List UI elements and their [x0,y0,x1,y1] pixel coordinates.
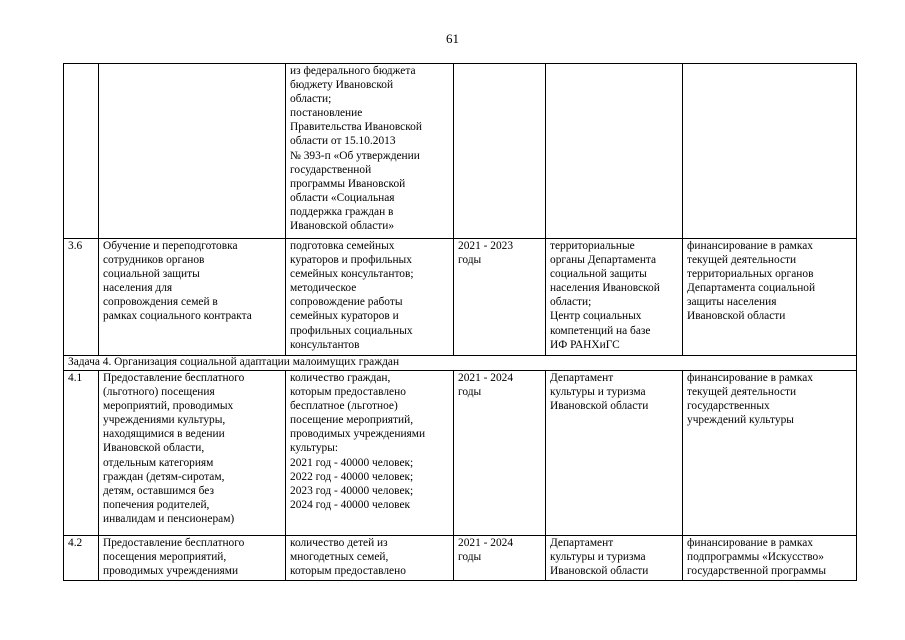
measure-name-cell: Предоставление бесплатного посещения мероприятий, проводимых учреждениями [99,536,286,581]
row-number-cell: 3.6 [64,239,99,356]
task-heading: Задача 4. Организация социальной адаптации малоимущих граждан [64,356,857,371]
table-row [64,536,857,581]
measure-content-cell: подготовка семейных кураторов и профильных семейных консультантов; методическое сопровождение работы семейных кураторов и профильных социальных консультантов [286,239,454,356]
period-cell: 2021 - 2024 годы [454,536,546,581]
row-number-cell [64,64,99,239]
period-cell: 2021 - 2023 годы [454,239,546,356]
financing-cell: финансирование в рамках подпрограммы «Искусство» государственной программы [683,536,857,581]
task-header-row [64,356,857,371]
table-row [64,371,857,536]
financing-cell: финансирование в рамках текущей деятельности территориальных органов Департамента социальной защиты населения Ивановской области [683,239,857,356]
executor-cell: Департамент культуры и туризма Ивановской области [546,536,683,581]
measure-content-cell: из федерального бюджета бюджету Ивановской области; постановление Правительства Ивановской области от 15.10.2013 № 393-п «Об утверждении государственной программы Ивановской области «Социальная поддержка граждан в Ивановской области» [286,64,454,239]
row-number-cell: 4.2 [64,536,99,581]
measure-name-cell: Обучение и переподготовка сотрудников органов социальной защиты населения для сопровождения семей в рамках социального контракта [99,239,286,356]
measure-name-cell [99,64,286,239]
period-cell [454,64,546,239]
row-number-cell: 4.1 [64,371,99,536]
table-row [64,239,857,356]
period-cell: 2021 - 2024 годы [454,371,546,536]
executor-cell: Департамент культуры и туризма Ивановской области [546,371,683,536]
financing-cell [683,64,857,239]
measure-content-cell: количество граждан, которым предоставлено бесплатное (льготное) посещение мероприятий, проводимых учреждениями культуры: 2021 год - 40000 человек; 2022 год - 40000 человек; 2023 год - 40000 человек; 2024 год - 40000 человек [286,371,454,536]
financing-cell: финансирование в рамках текущей деятельности государственных учреждений культуры [683,371,857,536]
measure-name-cell: Предоставление бесплатного (льготного) посещения мероприятий, проводимых учреждениями культуры, находящимися в ведении Ивановской области, отдельным категориям граждан (детям-сиротам, детям, оставшимся без попечения родителей, инвалидам и пенсионерам) [99,371,286,536]
measure-content-cell: количество детей из многодетных семей, которым предоставлено [286,536,454,581]
executor-cell: территориальные органы Департамента социальной защиты населения Ивановской области; Центр социальных компетенций на базе ИФ РАНХиГС [546,239,683,356]
measures-table [63,63,857,581]
page-number: 61 [446,31,459,46]
executor-cell [546,64,683,239]
table-row [64,64,857,239]
